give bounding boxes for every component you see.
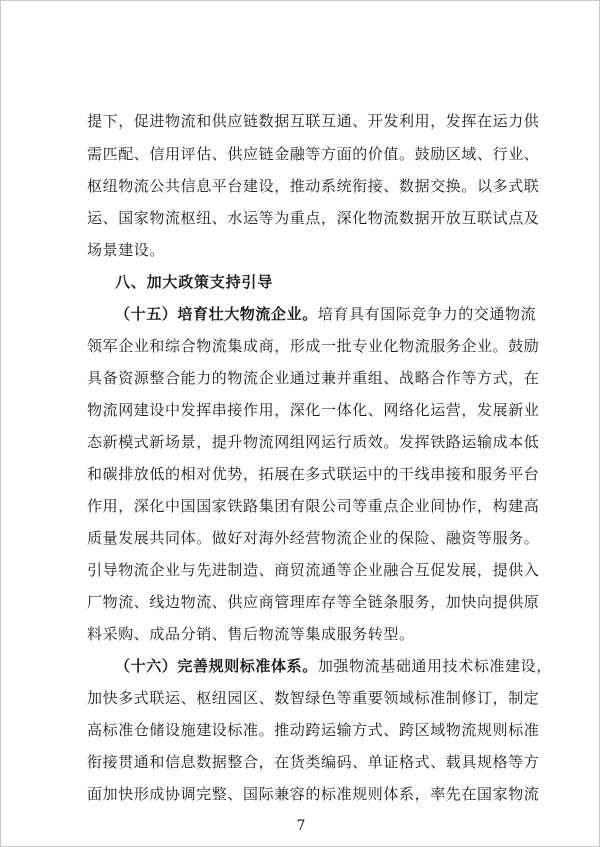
body-text-line: 领军企业和综合物流集成商，形成一批专业化物流服务企业。鼓励 — [87, 337, 540, 355]
body-text-line: 高标准仓储设施建设标准。推动跨运输方式、跨区域物流规则标准 — [87, 721, 540, 739]
body-text-line: 运、国家物流枢纽、水运等为重点，深化物流数据开放互联试点及 — [87, 209, 540, 227]
item-15-lead: （十五）培育壮大物流企业。 — [115, 305, 318, 323]
item-16-first-line — [115, 653, 552, 679]
body-text-line: 态新模式新场景，提升物流网组网运行质效。发挥铁路运输成本低 — [87, 433, 540, 451]
body-text-line: 作用，深化中国国家铁路集团有限公司等重点企业间协作，构建高 — [87, 497, 540, 515]
body-text-line: 质量发展共同体。做好对海外经营物流企业的保险、融资等服务。 — [87, 529, 540, 547]
body-text-line: 料采购、成品分销、售后物流等集成服务转型。 — [87, 625, 415, 643]
body-text-line: 加快多式联运、枢纽园区、数智绿色等重要领域标准制修订，制定 — [87, 689, 540, 707]
item-16-lead: （十六）完善规则标准体系。 — [115, 657, 318, 675]
body-text-line: 引导物流企业与先进制造、商贸流通等企业融合互促发展，提供入 — [87, 561, 540, 579]
body-text-line: 具备资源整合能力的物流企业通过兼并重组、战略合作等方式，在 — [87, 369, 540, 387]
body-text-line: 需匹配、信用评估、供应链金融等方面的价值。鼓励区域、行业、 — [87, 145, 540, 163]
item-15-text: 培育具有国际竞争力的交通物流 — [317, 305, 537, 323]
body-text-line: 枢纽物流公共信息平台建设，推动系统衔接、数据交换。以多式联 — [87, 177, 540, 195]
body-text-line: 和碳排放低的相对优势，拓展在多式联运中的干线串接和服务平台 — [87, 465, 540, 483]
body-text-line: 场景建设。 — [87, 241, 166, 259]
item-16-text: 加强物流基础通用技术标准建设， — [317, 657, 552, 675]
body-text-line: 衔接贯通和信息数据整合，在货类编码、单证格式、载具规格等方 — [87, 753, 540, 771]
section-heading: 八、加大政策支持引导 — [115, 273, 274, 291]
body-text-line: 面加快形成协调完整、国际兼容的标准规则体系，率先在国家物流 — [87, 785, 540, 803]
page-number: 7 — [296, 818, 306, 834]
body-text-line: 厂物流、线边物流、供应商管理库存等全链条服务，加快向提供原 — [87, 593, 540, 611]
body-text-line: 提下，促进物流和供应链数据互联互通、开发利用，发挥在运力供 — [87, 112, 540, 130]
item-15-first-line — [115, 301, 537, 327]
body-text-line: 物流网建设中发挥串接作用，深化一体化、网络化运营，发展新业 — [87, 401, 540, 419]
